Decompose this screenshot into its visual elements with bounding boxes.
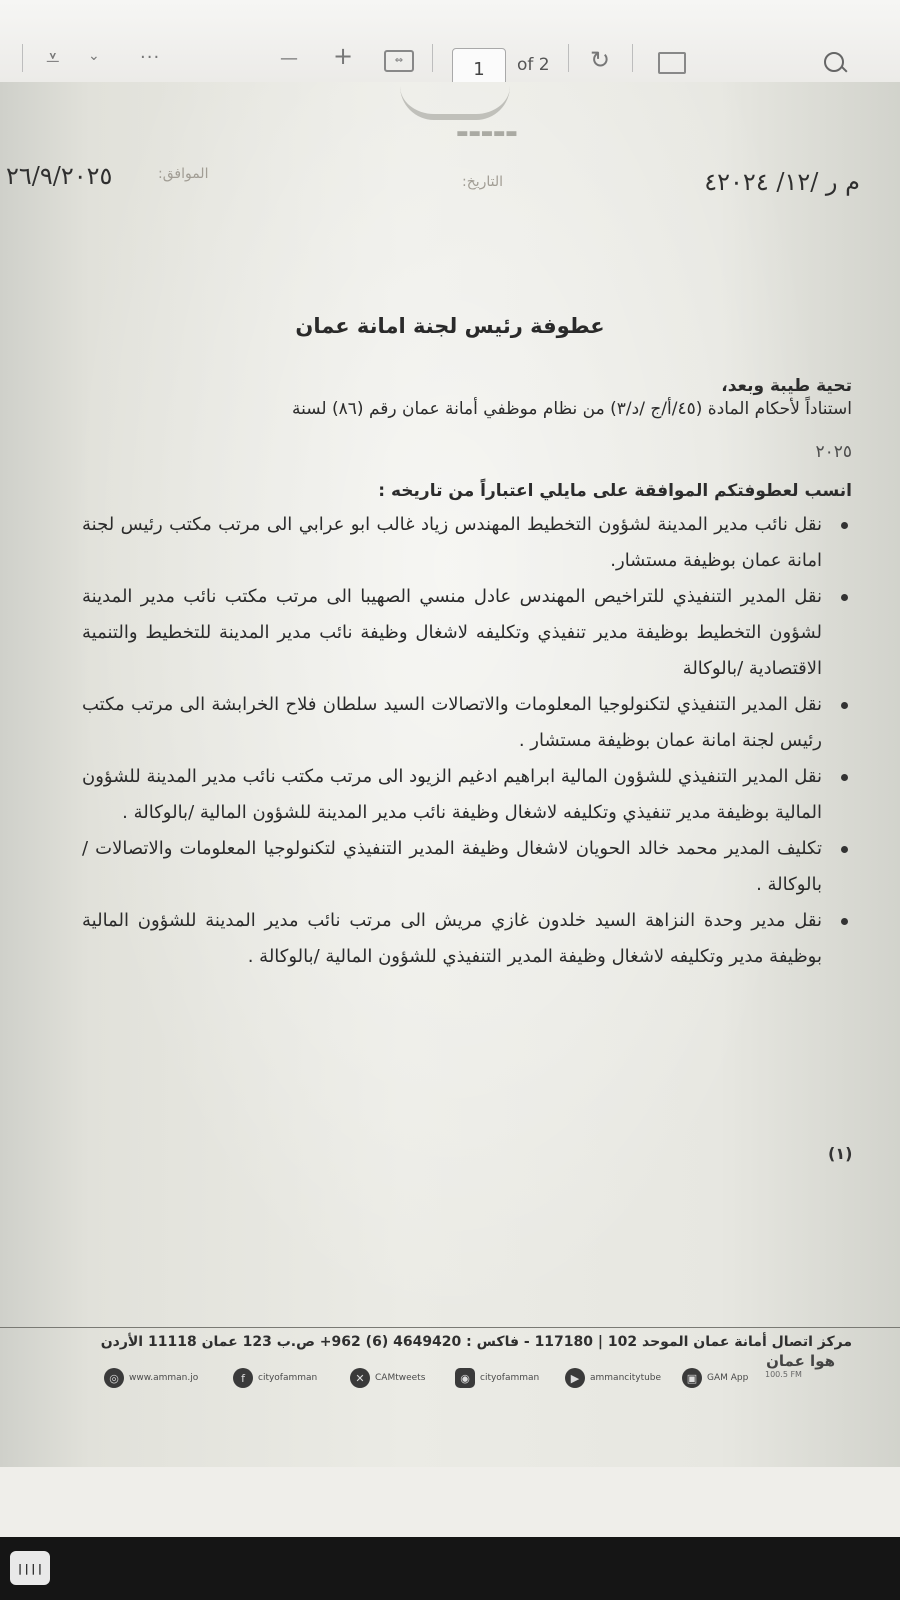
list-item bbox=[82, 687, 822, 759]
chevron-down-icon[interactable]: ⌄ bbox=[88, 48, 100, 64]
more-options-button[interactable]: ... bbox=[140, 42, 161, 63]
viewer-background bbox=[0, 1467, 900, 1537]
twitter-icon: ✕ bbox=[350, 1368, 370, 1388]
page-number: (١) bbox=[828, 1144, 853, 1163]
social-text: www.amman.jo bbox=[129, 1373, 199, 1383]
app-icon: ▣ bbox=[682, 1368, 702, 1388]
social-twitter bbox=[350, 1367, 425, 1389]
list-item-text: نقل المدير التنفيذي لتكنولوجيا المعلومات والاتصالات السيد سلطان فلاح الخرابشة الى مرتب مكتب رئيس لجنة امانة عمان بوظيفة مستشار . bbox=[82, 694, 822, 751]
reference-line: استناداً لأحكام المادة (٤٥/أ/ج /د/٣) من نظام موظفي أمانة عمان رقم (٨٦) لسنة bbox=[292, 399, 852, 419]
instagram-icon: ◉ bbox=[455, 1368, 475, 1388]
date-handwritten: ٢٦/٩/٢٠٢٥ bbox=[6, 162, 113, 190]
bullet bbox=[841, 846, 848, 853]
facebook-icon: f bbox=[233, 1368, 253, 1388]
toolbar-separator bbox=[632, 44, 633, 72]
radio-logo bbox=[765, 1352, 835, 1392]
page-number-input[interactable]: 1 bbox=[452, 48, 506, 90]
social-text: cityofamman bbox=[258, 1373, 318, 1383]
toolbar-separator bbox=[568, 44, 569, 72]
social-app bbox=[682, 1367, 748, 1389]
zoom-in-button[interactable]: + bbox=[333, 42, 354, 70]
list-item-text: نقل المدير التنفيذي للشؤون المالية ابراهيم ادغيم الزيود الى مرتب مكتب نائب مدير المدينة للشؤون المالية بوظيفة مدير تنفيذي وتكليفه لاشغال وظيفة نائب مدير المدينة للشؤون المالية /بالوكالة . bbox=[82, 766, 822, 823]
greeting: تحية طيبة وبعد، bbox=[721, 376, 852, 396]
taskbar bbox=[0, 1537, 900, 1600]
radio-logo-frequency: 100.5 FM bbox=[765, 1370, 802, 1379]
toolbar-separator bbox=[22, 44, 23, 72]
bullet bbox=[841, 522, 848, 529]
letter-title: عطوفة رئيس لجنة امانة عمان bbox=[295, 314, 605, 338]
page-view-icon[interactable] bbox=[658, 52, 686, 74]
rotate-icon[interactable]: ↻ bbox=[590, 46, 611, 74]
social-text: CAMtweets bbox=[375, 1373, 426, 1383]
social-youtube bbox=[565, 1367, 661, 1389]
date-label: التاريخ: bbox=[462, 174, 504, 190]
document-page bbox=[0, 82, 900, 1467]
list-item-text: نقل المدير التنفيذي للتراخيص المهندس عادل منسي الصهيبا الى مرتب مكتب نائب مدير المدينة لشؤون التخطيط بوظيفة مدير تنفيذي وتكليفه لاشغال وظيفة نائب مدير المدينة للتخطيط والتنمية الاقتصادية /بالوكالة bbox=[82, 586, 822, 679]
search-icon-handle bbox=[840, 65, 847, 72]
list-item-text: نقل نائب مدير المدينة لشؤون التخطيط المهندس زياد غالب ابو عرابي الى مرتب مكتب رئيس لجنة امانة عمان بوظيفة مستشار. bbox=[82, 514, 822, 571]
list-item bbox=[82, 579, 822, 687]
social-instagram bbox=[455, 1367, 539, 1389]
radio-logo-text: هوا عمان bbox=[766, 1352, 835, 1370]
list-item bbox=[82, 507, 822, 579]
reference-year: ٢٠٢٥ bbox=[815, 442, 852, 462]
social-text: cityofamman bbox=[480, 1373, 540, 1383]
fit-page-icon[interactable]: ⇔ bbox=[384, 50, 414, 72]
reference-handwritten: م ر /١٢/ ٤٢٠٢٤ bbox=[704, 168, 860, 196]
filter-icon[interactable]: ⩡ bbox=[46, 44, 60, 72]
search-icon[interactable] bbox=[824, 52, 844, 72]
social-text: GAM App bbox=[707, 1373, 749, 1383]
bullet bbox=[841, 702, 848, 709]
list-item-text: نقل مدير وحدة النزاهة السيد خلدون غازي مريش الى مرتب نائب مدير المدينة للشؤون المالية بوظيفة مدير وتكليفه لاشغال وظيفة المدير التنفيذي للشؤون المالية /بالوكالة . bbox=[82, 910, 822, 967]
app-icon[interactable]: |||| bbox=[10, 1551, 50, 1585]
zoom-out-button[interactable]: — bbox=[280, 48, 298, 69]
approval-label: الموافق: bbox=[158, 166, 209, 182]
footer-contact: مركز اتصال أمانة عمان الموحد 102 | 117180 - فاكس : 4649420 (6) 962+ ص.ب 123 عمان 11118 الأردن bbox=[100, 1334, 852, 1350]
list-item bbox=[82, 831, 822, 903]
decision-list bbox=[82, 507, 848, 975]
social-facebook bbox=[233, 1367, 317, 1389]
globe-icon: ◎ bbox=[104, 1368, 124, 1388]
bullet bbox=[841, 594, 848, 601]
bullet bbox=[841, 918, 848, 925]
toolbar-separator bbox=[432, 44, 433, 72]
amman-logo bbox=[400, 86, 510, 120]
social-website bbox=[104, 1367, 198, 1389]
intro-line: انسب لعطوفتكم الموافقة على مايلي اعتباراً من تاريخه : bbox=[378, 481, 852, 501]
page-total-label: of 2 bbox=[517, 55, 550, 75]
pdf-toolbar bbox=[0, 0, 900, 83]
list-item bbox=[82, 903, 822, 975]
list-item bbox=[82, 759, 822, 831]
bullet bbox=[841, 774, 848, 781]
youtube-icon: ▶ bbox=[565, 1368, 585, 1388]
letterhead-name: ▬▬▬▬▬ bbox=[456, 126, 518, 141]
list-item-text: تكليف المدير محمد خالد الحويان لاشغال وظيفة المدير التنفيذي لتكنولوجيا المعلومات والاتصالات /بالوكالة . bbox=[82, 838, 822, 895]
footer-divider bbox=[0, 1327, 900, 1328]
social-text: ammancitytube bbox=[590, 1373, 662, 1383]
